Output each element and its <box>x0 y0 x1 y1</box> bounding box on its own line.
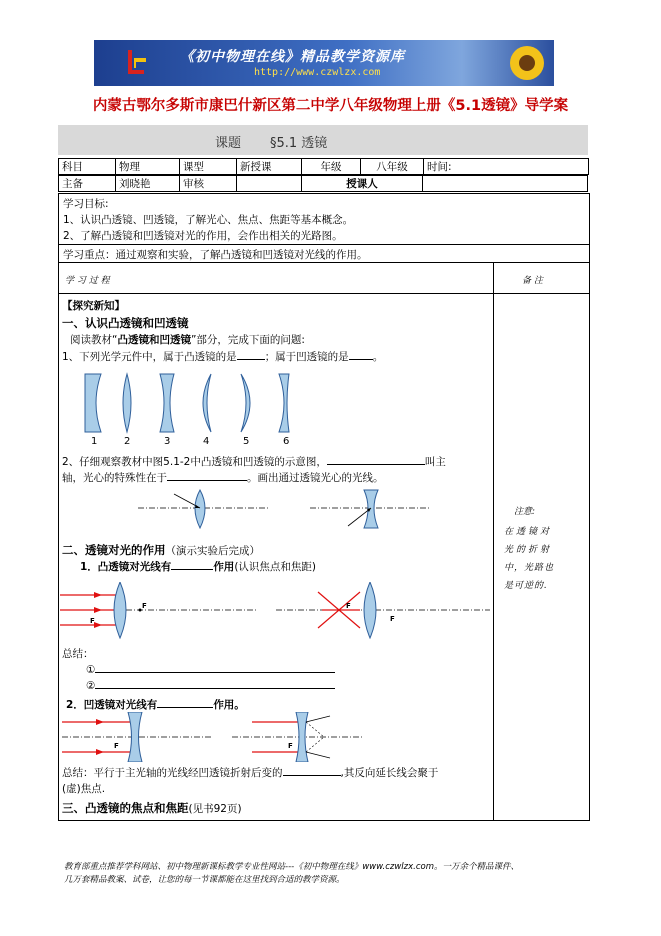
goal-item: 2、了解凸透镜和凹透镜对光的作用，会作出相关的光路图。 <box>63 230 343 242</box>
lens-1-icon <box>85 374 101 432</box>
page-footer <box>64 861 604 887</box>
info-cell: 刘晓艳 <box>116 176 180 192</box>
section-2-title: 二、透镜对光的作用 <box>62 543 166 557</box>
concave-text-b: ,其反向延长线会聚于 <box>340 767 439 779</box>
answer-blank[interactable] <box>95 662 335 673</box>
answer-blank[interactable] <box>95 678 335 689</box>
concave-summary <box>62 765 438 780</box>
read-post: ”部分，完成下面的问题: <box>190 334 305 346</box>
section-2-note: （演示实验后完成） <box>165 545 260 557</box>
side-note-line: 中，光路也 <box>504 563 555 573</box>
summary-label: 总结： <box>62 648 94 660</box>
answer-blank[interactable] <box>283 765 341 776</box>
section-3-title-line <box>62 800 242 816</box>
lens-label: 4 <box>203 436 210 447</box>
side-note-line: 光的折射 <box>504 545 553 555</box>
lens-label: 2 <box>124 436 131 447</box>
question-1 <box>62 349 383 364</box>
info-cell: 时间: <box>424 159 589 175</box>
explore-heading: 【探究新知】 <box>62 300 125 312</box>
lens-label: 6 <box>283 436 290 447</box>
q1-text-b: ；属于凹透镜的是 <box>264 351 349 363</box>
notes-content <box>493 293 590 821</box>
question-2-cont <box>62 470 384 485</box>
answer-blank[interactable] <box>349 349 373 360</box>
lesson-label: 课题 <box>215 136 242 151</box>
focus-label: F <box>142 602 147 610</box>
q2-text-d: 。画出通过透镜光心的光线。 <box>247 472 384 484</box>
summary-marker: ① <box>86 664 96 676</box>
sunflower-icon <box>508 44 546 82</box>
lens-3-icon <box>160 374 174 432</box>
lens-6-icon <box>279 374 289 432</box>
convex-lens-diagram <box>60 582 490 642</box>
answer-blank[interactable] <box>237 349 265 360</box>
info-cell: 审核 <box>180 176 237 192</box>
focus-label: F <box>390 615 395 623</box>
info-cell: 课型 <box>180 159 237 175</box>
focus-label: F <box>288 742 293 750</box>
lens-2-icon <box>123 374 131 432</box>
footer-line: 几万套精品教案、试卷，让您的每一节课都能在这里找到合适的教学资源。 <box>64 875 345 885</box>
info-row-2 <box>59 176 588 192</box>
info-cell: 物理 <box>116 159 180 175</box>
p1-text-c: (认识焦点和焦距) <box>234 561 317 573</box>
key-point: 学习重点：通过观察和实验，了解凸透镜和凹透镜对光线的作用。 <box>63 249 368 261</box>
lesson-info-table <box>58 158 589 175</box>
section-1-read <box>70 332 305 347</box>
notes-header-cell <box>493 262 590 294</box>
lens-label: 5 <box>243 436 250 447</box>
read-bold: 凸透镜和凹透镜 <box>117 334 191 346</box>
focus-label: F <box>114 742 119 750</box>
lens-label: 1 <box>91 436 98 447</box>
section-3-title: 三、凸透镜的焦点和焦距 <box>62 801 189 815</box>
p1-text-b: 作用 <box>213 561 235 573</box>
summary-item-1 <box>86 662 335 676</box>
summary-marker: ② <box>86 680 96 692</box>
lesson-info-table-2 <box>58 175 588 192</box>
summary-item-2 <box>86 678 335 692</box>
q2-text-b: 叫主 <box>424 456 446 468</box>
goals-header: 学习目标: <box>63 198 109 210</box>
side-note-line: 是可逆的. <box>504 581 548 591</box>
answer-blank[interactable] <box>167 470 247 481</box>
site-logo-icon <box>122 46 150 80</box>
info-cell <box>237 176 302 192</box>
info-cell: 主备 <box>59 176 116 192</box>
lens-figure <box>75 370 315 448</box>
q2-text-c: 轴，光心的特殊性在于 <box>62 472 167 484</box>
read-pre: 阅读教材“ <box>70 334 118 346</box>
footer-line: 教育部重点推荐学科网站、初中物理新课标教学专业性网站---《初中物理在线》www.czwlzx.com。一万余个精品课件、 <box>64 862 520 872</box>
notes-header: 备 注 <box>522 276 543 286</box>
concave-function-line <box>66 697 245 712</box>
key-point-box <box>58 244 590 263</box>
convex-function-line <box>80 559 316 574</box>
goal-item: 1、认识凸透镜、凹透镜，了解光心、焦点、焦距等基本概念。 <box>63 214 354 226</box>
concave-text-a: 总结：平行于主光轴的光线经凹透镜折射后变的 <box>62 767 283 779</box>
focus-label: F <box>90 617 95 625</box>
info-cell: 年级 <box>302 159 361 175</box>
header-banner <box>94 40 554 86</box>
info-cell: 新授课 <box>237 159 302 175</box>
side-note-line: 在透镜对 <box>504 527 553 537</box>
answer-blank[interactable] <box>171 559 213 570</box>
info-cell <box>423 176 588 192</box>
q1-text-c: 。 <box>372 351 384 363</box>
process-header-cell <box>58 262 494 294</box>
section-2-title-line <box>62 542 260 558</box>
p1-text-a: 1．凸透镜对光线有 <box>80 561 172 573</box>
info-cell: 授课人 <box>302 176 423 192</box>
process-header: 学 习 过 程 <box>65 276 110 286</box>
side-note-title: 注意: <box>514 507 536 517</box>
lens-label: 3 <box>164 436 171 447</box>
banner-url: http://www.czwlzx.com <box>254 67 381 78</box>
banner-title: 《初中物理在线》精品教学资源库 <box>180 49 405 65</box>
lens-4-icon <box>203 374 211 432</box>
goals-box <box>58 193 590 245</box>
info-cell: 八年级 <box>361 159 424 175</box>
question-2 <box>62 454 446 469</box>
lesson-name: §5.1 透镜 <box>270 136 328 151</box>
info-cell: 科目 <box>59 159 116 175</box>
section-3-ref: (见书92页) <box>188 803 242 815</box>
optical-center-diagram <box>130 486 430 534</box>
q2-text-a: 2、仔细观察教材中图5.1-2中凸透镜和凹透镜的示意图， <box>62 456 327 468</box>
answer-blank[interactable] <box>327 454 425 465</box>
focus-label: F <box>346 602 351 610</box>
answer-blank[interactable] <box>157 697 213 708</box>
lesson-title-band <box>58 125 588 155</box>
p2-text-b: 作用。 <box>213 699 245 711</box>
section-1-title: 一、认识凸透镜和凹透镜 <box>62 316 189 330</box>
p2-text-a: 2．凹透镜对光线有 <box>66 699 158 711</box>
document-title: 内蒙古鄂尔多斯市康巴什新区第二中学八年级物理上册《5.1透镜》导学案 <box>92 98 569 114</box>
concave-lens-diagram <box>62 712 482 762</box>
q1-text-a: 1、下列光学元件中，属于凸透镜的是 <box>62 351 237 363</box>
lens-5-icon <box>241 374 250 432</box>
info-row-1 <box>59 159 589 175</box>
concave-summary-cont: (虚)焦点. <box>62 783 106 795</box>
